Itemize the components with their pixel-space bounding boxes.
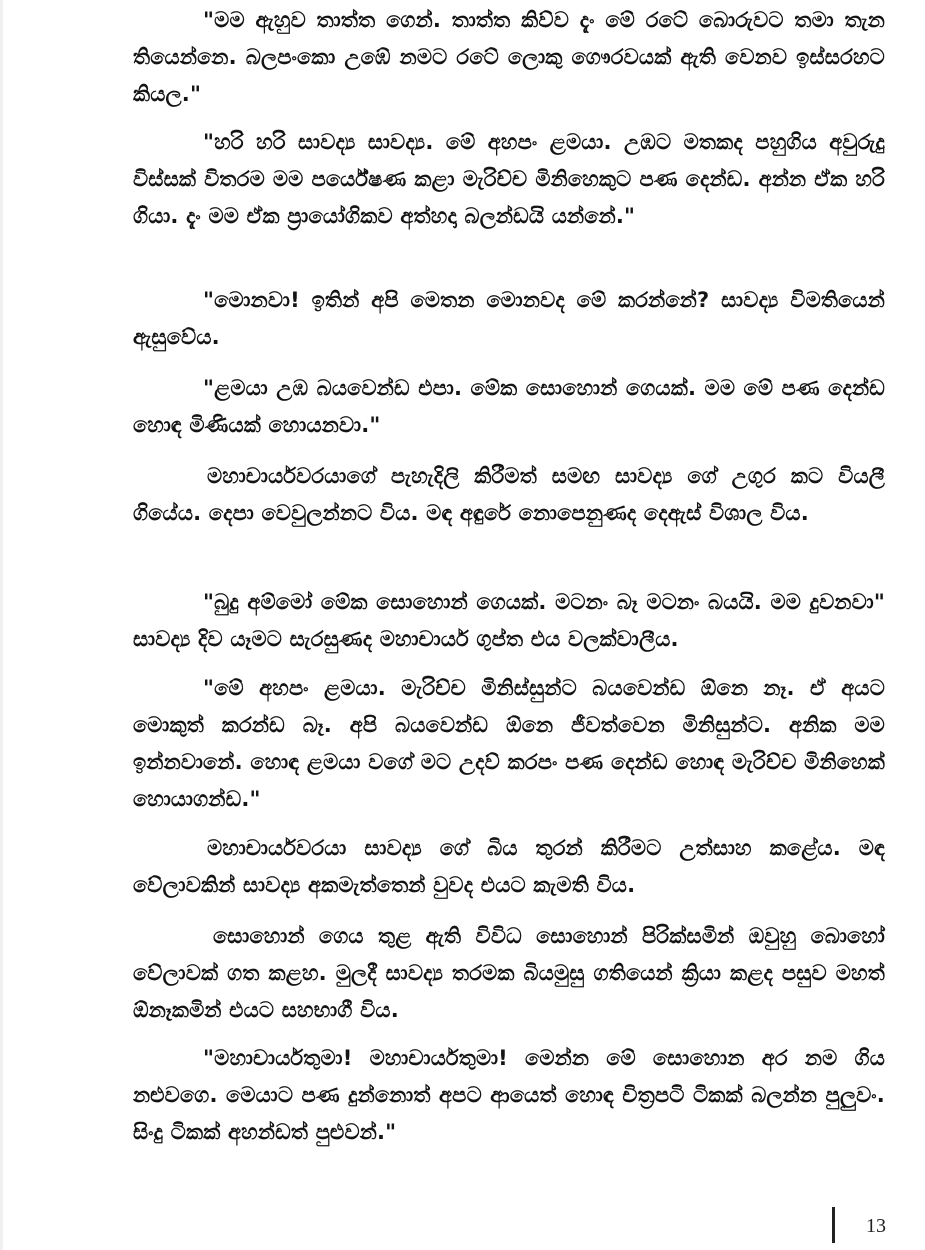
paragraph-1: "මම ඇහුව තාත්ත ගෙන්. තාත්ත කිව්ව දැං මේ රටේ බොරුවට තමා තැන තියෙන්නෙ. බලපංකො උඹේ නමට රටේ ලොකු ගෞරවයක් ඇති වෙනව ඉස්සරහට කියල.": [133, 8, 885, 106]
footer-divider: [832, 1207, 835, 1243]
page-number: 13: [866, 1215, 886, 1237]
page-edge-shadow: [0, 0, 3, 1250]
paragraph-8: මහාචාර්යවරයා සාවද්‍ය ගේ බිය තුරන් කිරීමට උත්සාහ කළේය. මඳ වේලාවකින් සාවද්‍ය අකමැත්තෙන් වුවද එයට කැමති විය.: [133, 836, 885, 897]
paragraph-10: "මහාචාර්යතුමා! මහාචාර්යතුමා! මෙන්න මේ සොහොන අර නම ගිය නළුවගෙ. මෙයාට පණ දුන්නොත් අපට ආයෙත් හොඳ චිත්‍රපටි ටිකක් බලන්න පුලුවං. සිංදු ටිකක් අහන්ඩත් පුළුවන්.": [133, 1046, 885, 1144]
paragraph-3: "මොනවා! ඉතින් අපි මෙතන මොනවද මේ කරන්නේ? සාවද්‍ය විමතියෙන් ඇසුවේය.: [133, 288, 885, 349]
paragraph-6: "බුදු අම්මෝ මේක සොහොන් ගෙයක්. මටනං බෑ මටනං බයයි. මම දුවනවා" සාවද්‍ය දිව යෑමට සැරසුණද මහාචාර්ය ගුප්ත එය වලක්වාලීය.: [133, 590, 885, 651]
paragraph-9: සොහොන් ගෙය තුළ ඇති විවිධ සොහොන් පිරික්සමින් ඔවුහු බොහෝ වේලාවක් ගත කළහ. මුලදී සාවද්‍ය තරමක බියමුසු ගතියෙන් ක්‍රියා කළද පසුව මහත් ඕනෑකමින් එයට සහභාගී විය.: [133, 924, 885, 1022]
paragraph-5: මහාචාර්යවරයාගේ පැහැදිලි කිරීමත් සමඟ සාවද්‍ය ගේ උගුර කට වියලී ගියේය. දෙපා වෙවුලන්නට විය. මඳ අඳුරේ නොපෙනුණද දෙඇස් විශාල විය.: [133, 464, 885, 525]
paragraph-2: "හරි හරි සාවද්‍ය සාවද්‍ය. මේ අහපං ළමයා. උඹට මතකද පහුගිය අවුරුදු විස්සක් විතරම මම පර්යේෂණ කළා මැරිච්ච මිනිහෙකුට පණ දෙන්ඩ. අන්න ඒක හරි ගියා. දැං මම ඒක ප්‍රායෝගිකව අත්හදා බලන්ඩයි යන්නේ.": [133, 130, 885, 228]
paragraph-4: "ළමයා උඹ බයවෙන්ඩ එපා. මේක සොහොන් ගෙයක්. මම මේ පණ දෙන්ඩ හොඳ මිණියක් හොයනවා.": [133, 376, 885, 437]
paragraph-7: "මේ අහපං ළමයා. මැරිච්ච මිනිස්සුන්ට බයවෙන්ඩ ඕනෙ නෑ. ඒ අයට මොකුත් කරන්ඩ බෑ. අපි බයවෙන්ඩ ඕනෙ ජීවත්වෙන මිනිසුන්ට. අනික මම ඉන්නවානේ. හොඳ ළමයා වගේ මට උදව් කරපං පණ දෙන්ඩ හොඳ මැරිච්ච මිනිහෙක් හොයාගන්ඩ.": [133, 676, 885, 811]
